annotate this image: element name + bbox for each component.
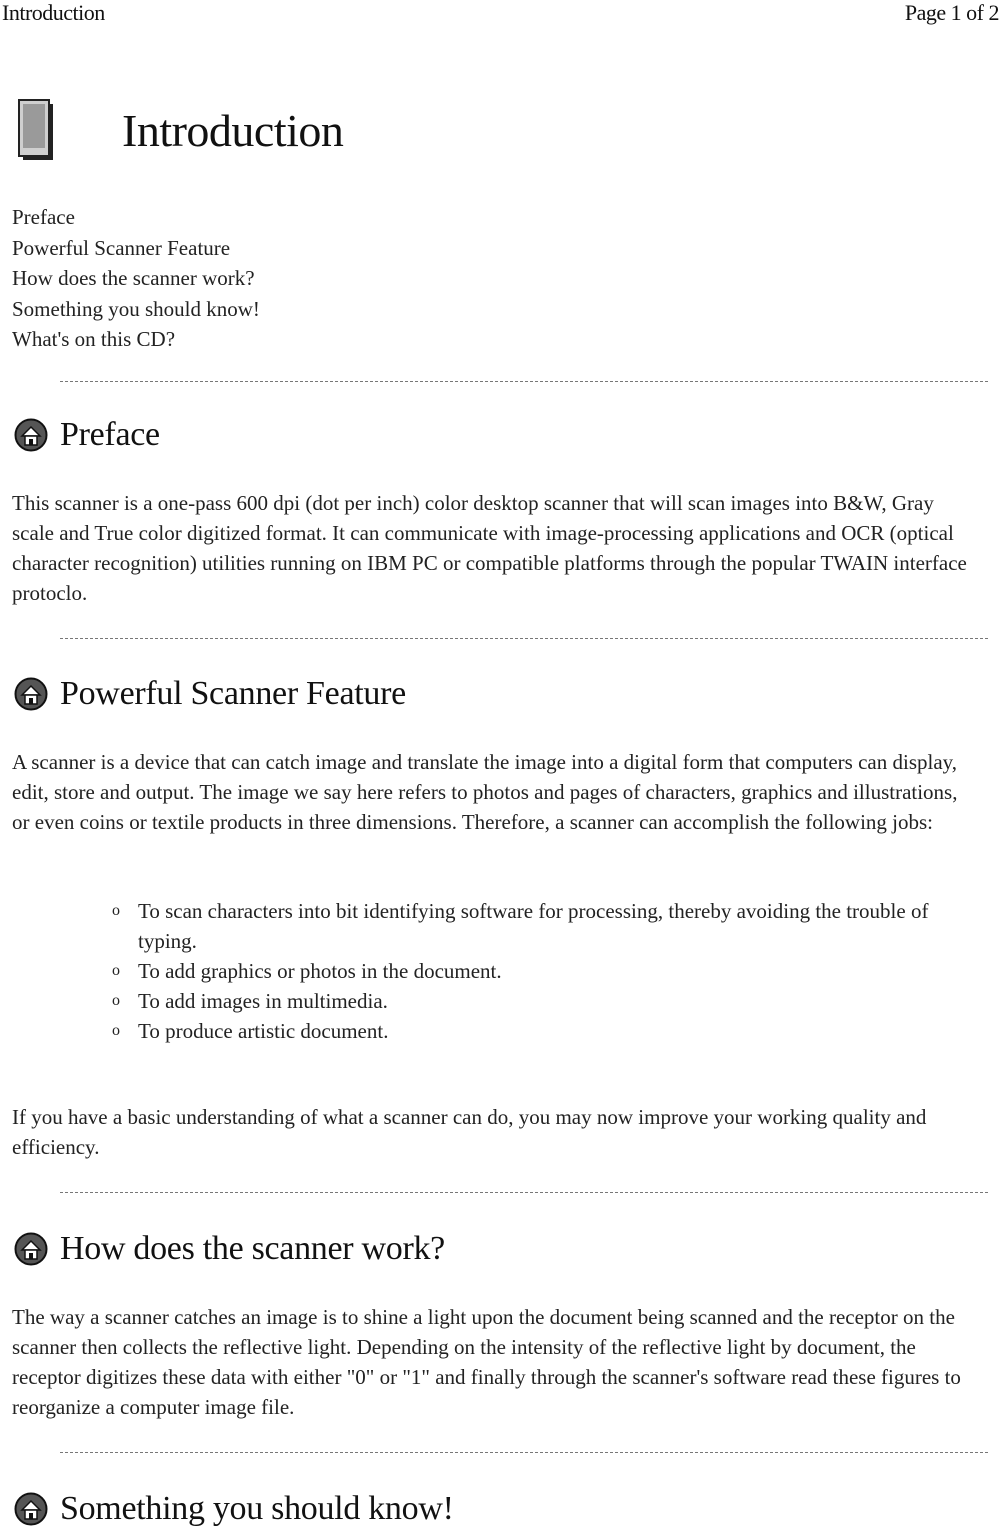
section-heading-something-to-know [14, 1486, 454, 1532]
home-icon[interactable] [14, 418, 48, 452]
home-icon[interactable] [14, 1232, 48, 1266]
section-title: Something you should know! [60, 1490, 454, 1527]
bullet-marker: o [112, 1022, 120, 1039]
list-item-text: To add images in multimedia. [138, 989, 388, 1013]
list-item [112, 986, 942, 1016]
document-icon [18, 98, 54, 162]
list-item-text: To scan characters into bit identifying software for processing, thereby avoiding the trouble of typing. [138, 899, 929, 953]
section-heading-how-scanner-works [14, 1226, 445, 1272]
toc-link-something-to-know[interactable]: Something you should know! [12, 296, 260, 321]
section-title: Powerful Scanner Feature [60, 675, 406, 712]
home-icon[interactable] [14, 1492, 48, 1526]
divider [60, 1452, 988, 1453]
section-heading-scanner-feature [14, 671, 406, 717]
divider [60, 381, 988, 382]
preface-paragraph: This scanner is a one-pass 600 dpi (dot per inch) color desktop scanner that will scan images into B&W, Gray scale and True color digitized format. It can communicate with image-processing applications and OCR (optical character recognition) utilities running on IBM PC or compatible platforms through the popular TWAIN interface protoclo. [12, 491, 967, 605]
feature-paragraph: A scanner is a device that can catch image and translate the image into a digital form that computers can display, edit, store and output. The image we say here refers to photos and pages of characters, graphics and illustrations, or even coins or textile products in three dimensions. Therefore, a scanner can accomplish the following jobs: [12, 750, 958, 834]
section-heading-preface [14, 412, 160, 458]
list-item [112, 956, 942, 986]
toc-link-whats-on-cd[interactable]: What's on this CD? [12, 327, 176, 351]
bullet-marker: o [112, 962, 120, 979]
toc-link-preface[interactable]: Preface [12, 205, 75, 229]
divider [60, 1192, 988, 1193]
toc-link-scanner-feature[interactable]: Powerful Scanner Feature [12, 235, 231, 260]
list-item-text: To add graphics or photos in the document. [138, 959, 502, 983]
how-paragraph: The way a scanner catches an image is to shine a light upon the document being scanned and the receptor on the scanner then collects the reflective light. Depending on the intensity of the reflective light by document, the receptor digitizes these data with either "0" or "1" and finally through the scanner's software read these figures to reorganize a computer image file. [12, 1305, 961, 1419]
list-item-text: To produce artistic document. [138, 1019, 389, 1043]
list-item [112, 1016, 942, 1046]
home-icon[interactable] [14, 677, 48, 711]
feature-job-list [112, 896, 942, 1046]
bullet-marker: o [112, 992, 120, 1009]
feature-closing-paragraph: If you have a basic understanding of what a scanner can do, you may now improve your working quality and efficiency. [12, 1105, 927, 1159]
table-of-contents [12, 202, 260, 355]
page-title: Introduction [122, 105, 344, 156]
divider [60, 638, 988, 639]
bullet-marker: o [112, 902, 120, 919]
section-title: How does the scanner work? [60, 1230, 445, 1267]
toc-link-how-scanner-works[interactable]: How does the scanner work? [12, 266, 255, 290]
list-item [112, 896, 942, 956]
header-title: Introduction [2, 0, 105, 25]
section-title: Preface [60, 416, 160, 453]
page-number: Page 1 of 2 [904, 0, 999, 25]
